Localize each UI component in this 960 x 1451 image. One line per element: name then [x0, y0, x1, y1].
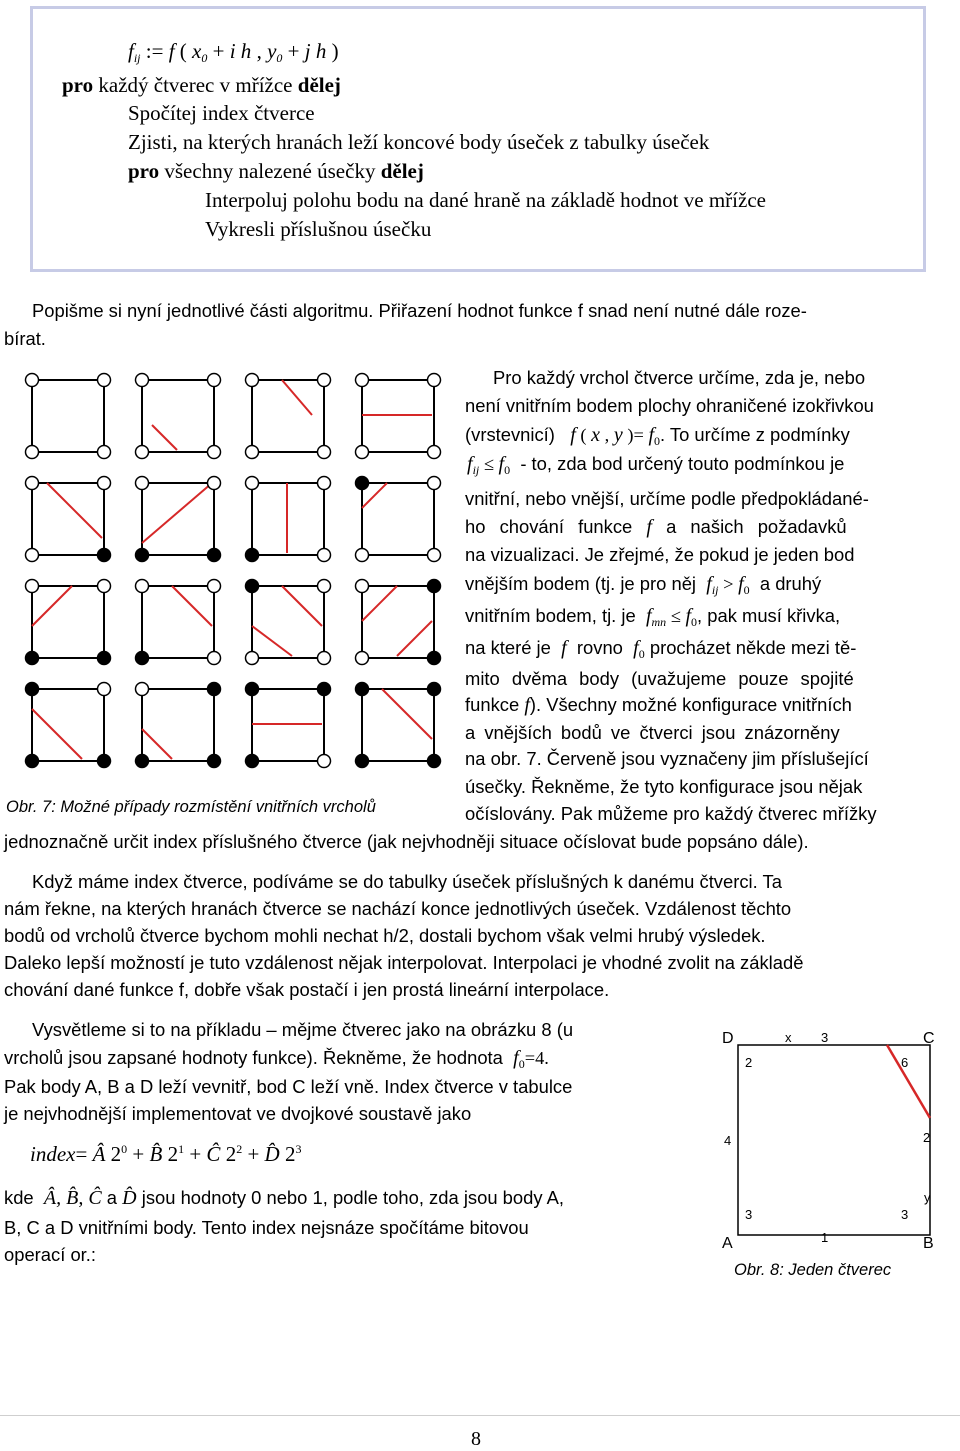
- inner-vertex: [26, 755, 39, 768]
- inner-vertex: [98, 755, 111, 768]
- rc-line-11: mito dvěma body (uvažujeme pouze spojité: [465, 668, 854, 689]
- inner-vertex: [136, 652, 149, 665]
- outer-vertex: [356, 446, 369, 459]
- outer-vertex: [136, 683, 149, 696]
- outer-vertex: [208, 374, 221, 387]
- p3-line-5: kde Â, B̂, Ĉ a D̂ jsou hodnoty 0 nebo 1, podle toho, zda jsou body A,: [4, 1187, 565, 1209]
- rc-line-1: Pro každý vrchol čtverce určíme, zda je, nebo: [493, 367, 866, 388]
- rc-line-5: vnitřní, nebo vnější, určíme podle předpokládané-: [465, 488, 869, 509]
- inner-vertex: [98, 652, 111, 665]
- inner-vertex: [246, 580, 259, 593]
- inner-vertex: [246, 549, 259, 562]
- intro-line-2: bírat.: [4, 328, 46, 349]
- config-square: [32, 586, 104, 658]
- outer-vertex: [318, 549, 331, 562]
- inner-vertex: [246, 683, 259, 696]
- config-red-segment: [142, 729, 172, 759]
- config-square: [362, 483, 434, 555]
- fig8-red-segment: [887, 1045, 930, 1118]
- config-red-segment: [282, 380, 312, 415]
- outer-vertex: [26, 477, 39, 490]
- algo-assignment-line: $f_{ij}$ := f ( $x_0 + i$ h , $y_0 + j$ h ): [128, 39, 339, 65]
- config-red-segment: [382, 689, 432, 739]
- outer-vertex: [98, 683, 111, 696]
- inner-vertex: [318, 683, 331, 696]
- config-square: [142, 380, 214, 452]
- outer-vertex: [318, 374, 331, 387]
- inner-vertex: [428, 683, 441, 696]
- outer-vertex: [318, 446, 331, 459]
- algo-compute-index: Spočítej index čtverce: [128, 101, 315, 125]
- p2-line-2: nám řekne, na kterých hranách čtverce se nachází konce jednotlivých úseček. Vzdálenost těchto: [4, 898, 792, 919]
- inner-vertex: [428, 755, 441, 768]
- outer-vertex: [208, 446, 221, 459]
- algo-interpolate: Interpoluj polohu bodu na dané hraně na základě hodnot ve mřížce: [205, 188, 766, 212]
- algo-draw-segment: Vykresli příslušnou úsečku: [205, 217, 432, 241]
- config-red-segment: [32, 709, 82, 759]
- config-square: [142, 483, 214, 555]
- fig8-value-d: 2: [745, 1055, 753, 1070]
- p3-line-3: Pak body A, B a D leží vevnitř, bod C leží vně. Index čtverce v tabulce: [4, 1076, 573, 1097]
- fig8-corner-d: D: [722, 1030, 734, 1047]
- outer-vertex: [208, 652, 221, 665]
- inner-vertex: [428, 652, 441, 665]
- rc-line-15: úsečky. Řekněme, že tyto konfigurace jsou nějak: [465, 776, 863, 797]
- config-red-segment: [362, 586, 397, 621]
- outer-vertex: [318, 652, 331, 665]
- outer-vertex: [246, 477, 259, 490]
- p3-line-4: je nejvhodnější implementovat ve dvojkové soustavě jako: [4, 1103, 472, 1124]
- p3-line-1: Vysvětleme si to na příkladu – mějme čtverec jako na obrázku 8 (u: [32, 1019, 574, 1040]
- config-square: [362, 689, 434, 761]
- config-square: [32, 380, 104, 452]
- outer-vertex: [318, 477, 331, 490]
- outer-vertex: [428, 374, 441, 387]
- inner-vertex: [356, 755, 369, 768]
- p3-line-2: vrcholů jsou zapsané hodnoty funkce). Řekněme, že hodnota $f_0=4$.: [4, 1047, 549, 1071]
- footer-rule: [0, 1415, 960, 1416]
- outer-vertex: [26, 446, 39, 459]
- config-square: [362, 586, 434, 658]
- outer-vertex: [26, 374, 39, 387]
- inner-vertex: [98, 549, 111, 562]
- fig8-value-b: 3: [901, 1207, 909, 1222]
- outer-vertex: [98, 580, 111, 593]
- outer-vertex: [318, 580, 331, 593]
- rc-line-4: $f_{ij} \le f_0$ - to, zda bod určený touto podmínkou je: [467, 453, 845, 477]
- fig8-caption: Obr. 8: Jeden čtverec: [734, 1261, 892, 1279]
- p2-line-5: chování dané funkce f, dobře však postačí i jen prostá lineární interpolace.: [4, 979, 610, 1000]
- algo-find-edges: Zjisti, na kterých hranách leží koncové body úseček z tabulky úseček: [128, 130, 710, 154]
- rc-line-7: na vizualizaci. Je zřejmé, že pokud je jeden bod: [465, 544, 855, 565]
- p2-line-1: Když máme index čtverce, podíváme se do tabulky úseček příslušných k danému čtverci. Ta: [32, 871, 782, 892]
- rc-line-14: na obr. 7. Červeně jsou vyznačeny jim příslušející: [465, 748, 869, 769]
- config-red-segment: [152, 425, 177, 450]
- outer-vertex: [26, 580, 39, 593]
- inner-vertex: [136, 549, 149, 562]
- inner-vertex: [208, 683, 221, 696]
- config-square: [32, 689, 104, 761]
- outer-vertex: [246, 374, 259, 387]
- outer-vertex: [246, 652, 259, 665]
- fig8-single-square: [718, 1020, 958, 1290]
- rc-line-10: na které je f rovno $f_0$ procházet někde mezi tě-: [465, 637, 857, 661]
- fig8-axis-x: x: [785, 1030, 792, 1045]
- outer-vertex: [136, 374, 149, 387]
- inner-vertex: [356, 683, 369, 696]
- p3-line-6: B, C a D vnitřními body. Tento index nejsnáze spočítáme bitovou: [4, 1217, 529, 1238]
- index-formula: index= Â $2^0$ + B̂ $2^1$ + Ĉ $2^2$ + D̂ $2^3$: [30, 1142, 302, 1166]
- fig7-caption: Obr. 7: Možné případy rozmístění vnitřních vrcholů: [6, 798, 376, 816]
- outer-vertex: [246, 446, 259, 459]
- config-square: [252, 586, 324, 658]
- rc-line-6: ho chování funkce f a našich požadavků: [465, 516, 847, 538]
- inner-vertex: [208, 755, 221, 768]
- config-red-segment: [252, 626, 292, 656]
- config-red-segment: [172, 586, 212, 626]
- rc-line-8: vnějším bodem (tj. je pro něj $f_{ij} > f_0$ a druhý: [465, 573, 822, 597]
- inner-vertex: [26, 652, 39, 665]
- inner-vertex: [136, 755, 149, 768]
- config-red-segment: [47, 483, 102, 538]
- rc-line-13: a vnějších bodů ve čtverci jsou znázorněny: [465, 722, 840, 743]
- outer-vertex: [356, 580, 369, 593]
- fig8-value-a: 3: [745, 1207, 753, 1222]
- inner-vertex: [208, 549, 221, 562]
- outer-vertex: [318, 755, 331, 768]
- config-red-segment: [32, 586, 72, 626]
- rc-line-16: očíslovány. Pak můžeme pro každý čtverec mřížky: [465, 803, 877, 824]
- config-red-segment: [142, 483, 212, 543]
- inner-vertex: [428, 580, 441, 593]
- fig8-value-c: 6: [901, 1055, 909, 1070]
- outer-vertex: [208, 580, 221, 593]
- outer-vertex: [356, 374, 369, 387]
- outer-vertex: [98, 446, 111, 459]
- rc-line-12: funkce f). Všechny možné konfigurace vnitřních: [465, 694, 852, 716]
- outer-vertex: [136, 477, 149, 490]
- config-square: [252, 380, 324, 452]
- algo-loop-segments: pro všechny nalezené úsečky dělej: [128, 159, 424, 183]
- outer-vertex: [356, 549, 369, 562]
- outer-vertex: [356, 652, 369, 665]
- fig8-corner-c: C: [923, 1030, 935, 1047]
- rc-line-17: jednoznačně určit index příslušného čtverce (jak nejvhodněji situace očíslovat bude popsáno dále).: [4, 831, 809, 852]
- fig8-value-top: 3: [821, 1030, 829, 1045]
- fig8-value-left: 4: [724, 1133, 732, 1148]
- p2-line-3: bodů od vrcholů čtverce bychom mohli nechat h/2, dostali bychom však velmi hrubý výsledek.: [4, 925, 766, 946]
- fig8-value-right: 2: [923, 1130, 931, 1145]
- outer-vertex: [26, 549, 39, 562]
- outer-vertex: [136, 580, 149, 593]
- config-square: [142, 586, 214, 658]
- outer-vertex: [208, 477, 221, 490]
- inner-vertex: [246, 755, 259, 768]
- rc-line-2: není vnitřním bodem plochy ohraničené izokřivkou: [465, 395, 874, 416]
- outer-vertex: [98, 477, 111, 490]
- fig8-square-drawing: [718, 1020, 958, 1260]
- config-red-segment: [397, 621, 432, 656]
- intro-line-1: Popišme si nyní jednotlivé části algoritmu. Přiřazení hodnot funkce f snad není nutné dále roze-: [32, 300, 807, 321]
- outer-vertex: [428, 549, 441, 562]
- fig8-axis-y: y: [924, 1190, 931, 1205]
- p2-line-4: Daleko lepší možností je tuto vzdálenost nějak interpolovat. Interpolaci je vhodné zvolit na základě: [4, 952, 804, 973]
- fig8-corner-a: A: [722, 1235, 733, 1252]
- inner-vertex: [26, 683, 39, 696]
- rc-line-3: (vrstevnicí) f ( x , y )= $f_0$. To určíme z podmínky: [465, 424, 850, 448]
- algo-loop-squares: pro každý čtverec v mřížce dělej: [62, 73, 341, 97]
- config-square: [142, 689, 214, 761]
- fig7-configurations: [20, 368, 450, 788]
- outer-vertex: [136, 446, 149, 459]
- outer-vertex: [428, 446, 441, 459]
- inner-vertex: [356, 477, 369, 490]
- config-red-segment: [282, 586, 322, 626]
- rc-line-9: vnitřním bodem, tj. je $f_{mn} \le f_0$, pak musí křivka,: [465, 605, 841, 629]
- p3-line-7: operací or.:: [4, 1244, 97, 1265]
- fig8-value-bottom: 1: [821, 1230, 829, 1245]
- fig8-corner-b: B: [923, 1235, 934, 1252]
- config-square: [32, 483, 104, 555]
- outer-vertex: [98, 374, 111, 387]
- outer-vertex: [428, 477, 441, 490]
- page-number: 8: [471, 1428, 481, 1450]
